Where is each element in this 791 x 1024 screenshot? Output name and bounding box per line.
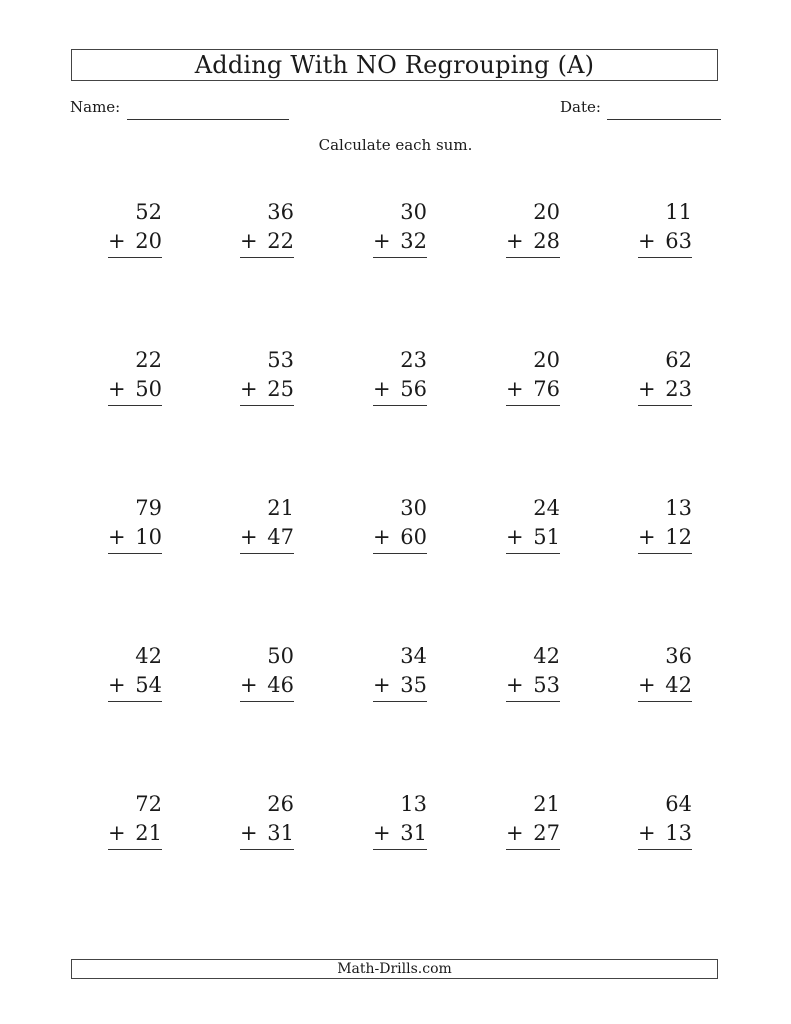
bottom-addend: 50 [135, 377, 162, 401]
bottom-row [240, 671, 294, 702]
top-addend: 72 [135, 792, 162, 816]
top-addend: 26 [267, 792, 294, 816]
addition-problem [108, 346, 162, 406]
addition-problem [506, 642, 560, 702]
addition-problem [373, 642, 427, 702]
date-field[interactable] [607, 119, 721, 120]
top-addend: 20 [533, 200, 560, 224]
name-field[interactable] [127, 119, 289, 120]
bottom-addend: 76 [533, 377, 560, 401]
addition-problem [638, 494, 692, 554]
addition-problem [373, 790, 427, 850]
bottom-row [506, 523, 560, 554]
bottom-addend: 56 [400, 377, 427, 401]
plus-sign: + [240, 821, 258, 845]
addition-problem [373, 494, 427, 554]
addition-problem [108, 494, 162, 554]
addition-problem [240, 198, 294, 258]
addition-problem [240, 494, 294, 554]
addition-problem [240, 346, 294, 406]
bottom-addend: 53 [533, 673, 560, 697]
plus-sign: + [638, 377, 656, 401]
bottom-row [108, 375, 162, 406]
addition-problem [108, 642, 162, 702]
bottom-addend: 42 [665, 673, 692, 697]
bottom-addend: 25 [267, 377, 294, 401]
plus-sign: + [506, 525, 524, 549]
addition-problem [240, 790, 294, 850]
bottom-addend: 31 [400, 821, 427, 845]
bottom-row [506, 819, 560, 850]
bottom-addend: 60 [400, 525, 427, 549]
plus-sign: + [373, 229, 391, 253]
top-addend: 53 [267, 348, 294, 372]
bottom-row [638, 375, 692, 406]
addition-problem [373, 346, 427, 406]
top-addend: 21 [533, 792, 560, 816]
plus-sign: + [240, 673, 258, 697]
top-addend: 52 [135, 200, 162, 224]
addition-problem [108, 198, 162, 258]
top-addend: 13 [400, 792, 427, 816]
bottom-addend: 21 [135, 821, 162, 845]
bottom-addend: 20 [135, 229, 162, 253]
date-label: Date: [560, 98, 601, 116]
addition-problem [506, 494, 560, 554]
top-addend: 42 [135, 644, 162, 668]
addition-problem [373, 198, 427, 258]
bottom-addend: 28 [533, 229, 560, 253]
bottom-row [108, 819, 162, 850]
bottom-row [506, 671, 560, 702]
addition-problem [108, 790, 162, 850]
bottom-addend: 10 [135, 525, 162, 549]
name-label: Name: [70, 98, 121, 116]
plus-sign: + [108, 377, 126, 401]
bottom-row [373, 819, 427, 850]
top-addend: 30 [400, 200, 427, 224]
bottom-addend: 22 [267, 229, 294, 253]
top-addend: 30 [400, 496, 427, 520]
bottom-addend: 54 [135, 673, 162, 697]
top-addend: 21 [267, 496, 294, 520]
bottom-addend: 46 [267, 673, 294, 697]
top-addend: 42 [533, 644, 560, 668]
bottom-addend: 12 [665, 525, 692, 549]
plus-sign: + [108, 525, 126, 549]
bottom-addend: 27 [533, 821, 560, 845]
bottom-addend: 63 [665, 229, 692, 253]
top-addend: 36 [665, 644, 692, 668]
plus-sign: + [373, 525, 391, 549]
top-addend: 22 [135, 348, 162, 372]
bottom-row [506, 375, 560, 406]
plus-sign: + [506, 377, 524, 401]
addition-problem [638, 198, 692, 258]
plus-sign: + [108, 821, 126, 845]
addition-problem [506, 346, 560, 406]
plus-sign: + [638, 525, 656, 549]
top-addend: 24 [533, 496, 560, 520]
top-addend: 20 [533, 348, 560, 372]
plus-sign: + [506, 229, 524, 253]
plus-sign: + [506, 821, 524, 845]
plus-sign: + [240, 525, 258, 549]
worksheet-title: Adding With NO Regrouping (A) [71, 49, 718, 81]
bottom-row [638, 671, 692, 702]
plus-sign: + [506, 673, 524, 697]
plus-sign: + [638, 673, 656, 697]
instructions: Calculate each sum. [318, 136, 473, 154]
bottom-row [506, 227, 560, 258]
bottom-row [108, 227, 162, 258]
addition-problem [638, 346, 692, 406]
top-addend: 50 [267, 644, 294, 668]
top-addend: 34 [400, 644, 427, 668]
bottom-addend: 35 [400, 673, 427, 697]
top-addend: 11 [665, 200, 692, 224]
addition-problem [506, 790, 560, 850]
plus-sign: + [240, 229, 258, 253]
bottom-addend: 47 [267, 525, 294, 549]
bottom-addend: 23 [665, 377, 692, 401]
bottom-row [240, 819, 294, 850]
bottom-addend: 13 [665, 821, 692, 845]
plus-sign: + [108, 673, 126, 697]
addition-problem [506, 198, 560, 258]
top-addend: 62 [665, 348, 692, 372]
bottom-row [108, 671, 162, 702]
addition-problem [638, 642, 692, 702]
plus-sign: + [638, 821, 656, 845]
bottom-row [638, 819, 692, 850]
plus-sign: + [373, 673, 391, 697]
bottom-row [373, 375, 427, 406]
plus-sign: + [373, 377, 391, 401]
addition-problem [240, 642, 294, 702]
plus-sign: + [240, 377, 258, 401]
bottom-row [638, 523, 692, 554]
bottom-row [373, 227, 427, 258]
bottom-row [108, 523, 162, 554]
plus-sign: + [638, 229, 656, 253]
bottom-row [638, 227, 692, 258]
bottom-row [240, 227, 294, 258]
footer: Math-Drills.com [71, 959, 718, 979]
bottom-addend: 32 [400, 229, 427, 253]
top-addend: 13 [665, 496, 692, 520]
bottom-row [240, 375, 294, 406]
top-addend: 79 [135, 496, 162, 520]
top-addend: 64 [665, 792, 692, 816]
plus-sign: + [373, 821, 391, 845]
bottom-addend: 51 [533, 525, 560, 549]
bottom-row [240, 523, 294, 554]
addition-problem [638, 790, 692, 850]
bottom-addend: 31 [267, 821, 294, 845]
bottom-row [373, 523, 427, 554]
top-addend: 23 [400, 348, 427, 372]
plus-sign: + [108, 229, 126, 253]
top-addend: 36 [267, 200, 294, 224]
bottom-row [373, 671, 427, 702]
